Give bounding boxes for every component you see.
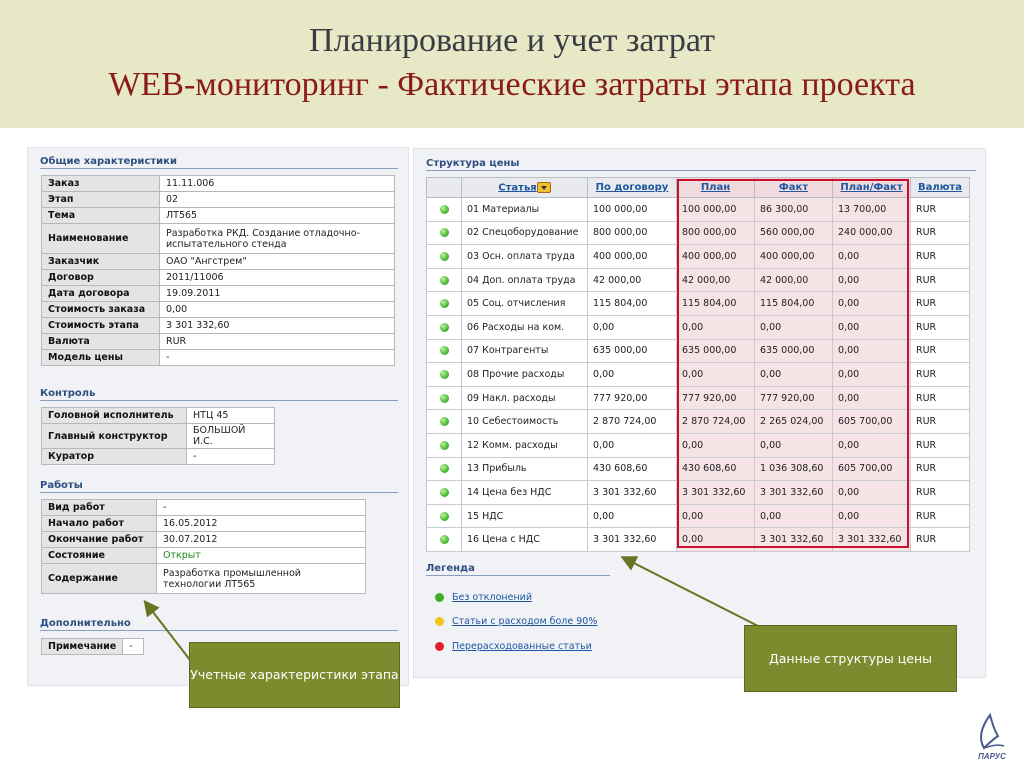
section-title-works: Работы xyxy=(40,480,398,493)
cell-currency: RUR xyxy=(911,315,970,339)
cell-article: 16 Цена с НДС xyxy=(462,528,588,552)
section-title-control: Контроль xyxy=(40,388,398,401)
cell-currency: RUR xyxy=(911,268,970,292)
cell-article: 09 Накл. расходы xyxy=(462,386,588,410)
cell-plan: 3 301 332,60 xyxy=(677,481,755,505)
cell-article: 04 Доп. оплата труда xyxy=(462,268,588,292)
section-title-additional: Дополнительно xyxy=(40,618,398,631)
cell-plan: 0,00 xyxy=(677,433,755,457)
cell-contract: 0,00 xyxy=(588,504,677,528)
field-label: Модель цены xyxy=(42,350,160,366)
field-label: Главный конструктор xyxy=(42,424,187,449)
cell-article: 05 Соц. отчисления xyxy=(462,292,588,316)
cell-fact: 3 301 332,60 xyxy=(755,528,833,552)
field-value: Открыт xyxy=(157,548,366,564)
cell-currency: RUR xyxy=(911,433,970,457)
cell-fact: 560 000,00 xyxy=(755,221,833,245)
field-label: Этап xyxy=(42,192,160,208)
cell-article: 01 Материалы xyxy=(462,198,588,222)
field-label: Примечание xyxy=(42,639,123,655)
cell-plan: 115 804,00 xyxy=(677,292,755,316)
field-label: Договор xyxy=(42,270,160,286)
legend-label[interactable]: Перерасходованные статьи xyxy=(452,641,592,652)
field-label: Куратор xyxy=(42,449,187,465)
cell-article: 15 НДС xyxy=(462,504,588,528)
cell-currency: RUR xyxy=(911,386,970,410)
callout-stage-characteristics: Учетные характеристики этапа xyxy=(189,642,400,708)
cell-plan-fact: 0,00 xyxy=(833,245,911,269)
cell-contract: 3 301 332,60 xyxy=(588,528,677,552)
cell-article: 12 Комм. расходы xyxy=(462,433,588,457)
cell-fact: 0,00 xyxy=(755,363,833,387)
cell-article: 10 Себестоимость xyxy=(462,410,588,434)
cell-currency: RUR xyxy=(911,410,970,434)
field-value: - xyxy=(187,449,275,465)
cell-plan: 0,00 xyxy=(677,315,755,339)
cell-plan-fact: 0,00 xyxy=(833,268,911,292)
cell-plan-fact: 240 000,00 xyxy=(833,221,911,245)
cell-plan-fact: 0,00 xyxy=(833,315,911,339)
cell-contract: 777 920,00 xyxy=(588,386,677,410)
field-label: Состояние xyxy=(42,548,157,564)
cell-fact: 42 000,00 xyxy=(755,268,833,292)
field-value: БОЛЬШОЙ И.С. xyxy=(187,424,275,449)
field-label: Заказчик xyxy=(42,254,160,270)
cell-plan-fact: 0,00 xyxy=(833,386,911,410)
cell-plan-fact: 3 301 332,60 xyxy=(833,528,911,552)
column-header-plan[interactable]: План xyxy=(677,178,755,198)
cell-plan: 800 000,00 xyxy=(677,221,755,245)
cell-currency: RUR xyxy=(911,481,970,505)
cell-currency: RUR xyxy=(911,292,970,316)
cell-plan-fact: 0,00 xyxy=(833,481,911,505)
field-value: - xyxy=(157,500,366,516)
cell-currency: RUR xyxy=(911,504,970,528)
cell-contract: 635 000,00 xyxy=(588,339,677,363)
cell-plan: 635 000,00 xyxy=(677,339,755,363)
cell-contract: 2 870 724,00 xyxy=(588,410,677,434)
cell-fact: 3 301 332,60 xyxy=(755,481,833,505)
cell-plan: 42 000,00 xyxy=(677,268,755,292)
cell-fact: 2 265 024,00 xyxy=(755,410,833,434)
slide-title: Планирование и учет затрат xyxy=(309,22,715,59)
cell-currency: RUR xyxy=(911,221,970,245)
legend-label[interactable]: Без отклонений xyxy=(452,592,533,603)
field-value: 19.09.2011 xyxy=(160,286,395,302)
field-label: Стоимость этапа xyxy=(42,318,160,334)
cell-article: 06 Расходы на ком. xyxy=(462,315,588,339)
field-value: ОАО "Ангстрем" xyxy=(160,254,395,270)
cell-plan-fact: 605 700,00 xyxy=(833,457,911,481)
field-value: ЛТ565 xyxy=(160,208,395,224)
cell-currency: RUR xyxy=(911,339,970,363)
cell-plan-fact: 0,00 xyxy=(833,339,911,363)
cell-contract: 42 000,00 xyxy=(588,268,677,292)
cell-contract: 430 608,60 xyxy=(588,457,677,481)
cell-contract: 0,00 xyxy=(588,363,677,387)
section-title-general: Общие характеристики xyxy=(40,156,398,169)
legend-label[interactable]: Статьи с расходом боле 90% xyxy=(452,616,598,627)
cell-article: 08 Прочие расходы xyxy=(462,363,588,387)
cell-fact: 0,00 xyxy=(755,504,833,528)
section-title-legend: Легенда xyxy=(426,563,610,576)
cell-contract: 115 804,00 xyxy=(588,292,677,316)
cell-fact: 0,00 xyxy=(755,433,833,457)
field-label: Стоимость заказа xyxy=(42,302,160,318)
column-header-contract[interactable]: По договору xyxy=(588,178,677,198)
column-header-currency[interactable]: Валюта xyxy=(911,178,970,198)
cell-plan-fact: 605 700,00 xyxy=(833,410,911,434)
field-label: Вид работ xyxy=(42,500,157,516)
field-value: 0,00 xyxy=(160,302,395,318)
cell-plan-fact: 0,00 xyxy=(833,504,911,528)
cell-currency: RUR xyxy=(911,528,970,552)
field-value: - xyxy=(160,350,395,366)
cell-plan: 0,00 xyxy=(677,504,755,528)
cell-plan: 100 000,00 xyxy=(677,198,755,222)
field-value: Разработка РКД. Создание отладочно-испытательного стенда xyxy=(160,224,395,254)
field-label: Валюта xyxy=(42,334,160,350)
cell-currency: RUR xyxy=(911,363,970,387)
column-header-plan-fact[interactable]: План/Факт xyxy=(833,178,911,198)
cell-fact: 86 300,00 xyxy=(755,198,833,222)
field-label: Дата договора xyxy=(42,286,160,302)
cell-fact: 400 000,00 xyxy=(755,245,833,269)
cell-fact: 115 804,00 xyxy=(755,292,833,316)
cell-plan-fact: 0,00 xyxy=(833,433,911,457)
cell-currency: RUR xyxy=(911,245,970,269)
field-value: 3 301 332,60 xyxy=(160,318,395,334)
cell-article: 03 Осн. оплата труда xyxy=(462,245,588,269)
callout-price-structure-data: Данные структуры цены xyxy=(744,625,957,692)
field-value: 30.07.2012 xyxy=(157,532,366,548)
cell-plan: 0,00 xyxy=(677,528,755,552)
cell-contract: 800 000,00 xyxy=(588,221,677,245)
cell-currency: RUR xyxy=(911,198,970,222)
cell-article: 13 Прибыль xyxy=(462,457,588,481)
field-label: Окончание работ xyxy=(42,532,157,548)
field-value: 02 xyxy=(160,192,395,208)
cell-plan: 2 870 724,00 xyxy=(677,410,755,434)
cell-contract: 0,00 xyxy=(588,315,677,339)
field-value: 11.11.006 xyxy=(160,176,395,192)
cell-article: 02 Спецоборудование xyxy=(462,221,588,245)
field-value: RUR xyxy=(160,334,395,350)
cell-currency: RUR xyxy=(911,457,970,481)
cell-fact: 635 000,00 xyxy=(755,339,833,363)
left-callout-arrow xyxy=(146,603,190,660)
field-value: - xyxy=(123,639,144,655)
field-value: 2011/11006 xyxy=(160,270,395,286)
cell-contract: 3 301 332,60 xyxy=(588,481,677,505)
cell-plan: 400 000,00 xyxy=(677,245,755,269)
column-header-label: Статья xyxy=(498,182,537,194)
field-label: Начало работ xyxy=(42,516,157,532)
field-value: Разработка промышленной технологии ЛТ565 xyxy=(157,564,366,594)
cell-fact: 0,00 xyxy=(755,315,833,339)
cell-plan: 430 608,60 xyxy=(677,457,755,481)
column-header-fact[interactable]: Факт xyxy=(755,178,833,198)
cell-fact: 777 920,00 xyxy=(755,386,833,410)
cell-plan: 0,00 xyxy=(677,363,755,387)
cell-contract: 100 000,00 xyxy=(588,198,677,222)
parus-logo xyxy=(968,712,1016,764)
field-label: Заказ xyxy=(42,176,160,192)
cell-article: 07 Контрагенты xyxy=(462,339,588,363)
field-value: НТЦ 45 xyxy=(187,408,275,424)
cell-contract: 400 000,00 xyxy=(588,245,677,269)
field-label: Содержание xyxy=(42,564,157,594)
cell-plan-fact: 0,00 xyxy=(833,292,911,316)
slide-subtitle: WEB-мониторинг - Фактические затраты этапа проекта xyxy=(108,66,916,103)
section-title-price: Структура цены xyxy=(426,158,976,171)
logo-text: ПАРУС xyxy=(978,752,1006,761)
field-label: Наименование xyxy=(42,224,160,254)
field-label: Тема xyxy=(42,208,160,224)
cell-plan-fact: 0,00 xyxy=(833,363,911,387)
cell-plan: 777 920,00 xyxy=(677,386,755,410)
cell-contract: 0,00 xyxy=(588,433,677,457)
cell-article: 14 Цена без НДС xyxy=(462,481,588,505)
right-callout-arrow xyxy=(624,558,770,632)
cell-plan-fact: 13 700,00 xyxy=(833,198,911,222)
field-value: 16.05.2012 xyxy=(157,516,366,532)
cell-fact: 1 036 308,60 xyxy=(755,457,833,481)
field-label: Головной исполнитель xyxy=(42,408,187,424)
